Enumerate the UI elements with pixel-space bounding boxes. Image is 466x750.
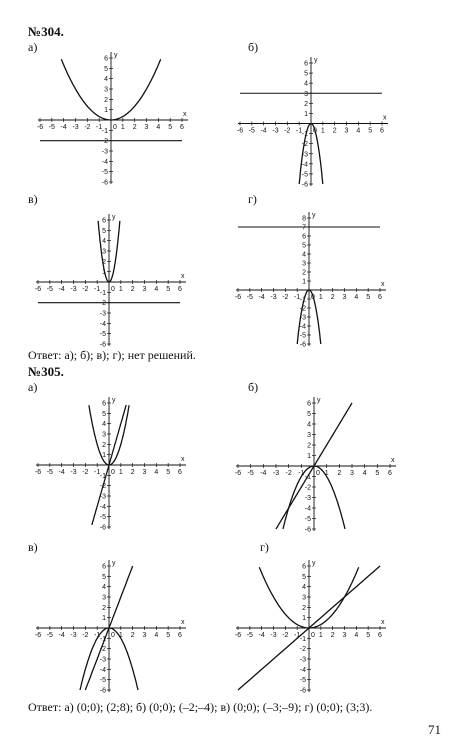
y-tick-label: 6 — [102, 217, 106, 225]
y-tick-label: 1 — [102, 452, 106, 460]
y-axis-label: y — [112, 214, 116, 221]
y-tick-label: 6 — [302, 233, 306, 241]
graph-305g — [232, 558, 392, 696]
y-axis-label: y — [112, 560, 116, 567]
y-tick-label: 2 — [102, 258, 106, 266]
x-tick-label: -1 — [94, 469, 101, 476]
y-tick-label: -6 — [99, 341, 106, 349]
x-tick-label: 1 — [120, 124, 125, 131]
y-tick-label: -3 — [299, 656, 306, 664]
x-tick-label: -1 — [296, 127, 303, 135]
y-tick-label: -2 — [99, 300, 106, 308]
y-tick-label: -4 — [101, 158, 108, 166]
origin-label: 0 — [113, 124, 117, 131]
y-tick-label: -2 — [304, 484, 311, 492]
y-tick-label: 1 — [302, 278, 306, 286]
y-tick-label: 7 — [302, 224, 306, 232]
x-tick-label: -5 — [246, 294, 253, 301]
y-tick-label: 3 — [304, 90, 308, 98]
x-tick-label: -6 — [36, 124, 44, 131]
x-tick-label: 4 — [154, 632, 159, 639]
x-tick-label: 3 — [142, 469, 147, 476]
y-tick-label: -5 — [299, 677, 306, 685]
problem-305-label-b: б) — [248, 380, 259, 394]
x-tick-label: 6 — [178, 632, 182, 639]
x-tick-label: 4 — [154, 286, 159, 293]
y-tick-label: -5 — [101, 169, 108, 177]
x-tick-label: 6 — [378, 632, 382, 639]
y-tick-label: 1 — [102, 269, 106, 277]
x-tick-label: 3 — [144, 124, 149, 131]
x-tick-label: 4 — [156, 124, 161, 131]
y-tick-label: -2 — [99, 646, 106, 654]
x-tick-label: -4 — [58, 632, 65, 639]
y-tick-label: -3 — [301, 151, 308, 159]
problem-304-answer: Ответ: а); б); в); г); нет решений. — [28, 348, 196, 362]
x-tick-label: 2 — [130, 469, 135, 476]
x-tick-label: 3 — [142, 632, 147, 639]
problem-304-label-a: а) — [28, 40, 38, 54]
problem-304-label-v: в) — [28, 192, 38, 206]
x-tick-label: -5 — [46, 286, 53, 293]
x-tick-label: -1 — [94, 286, 101, 293]
x-tick-label: -1 — [298, 470, 305, 477]
problem-305-answer: Ответ: а) (0;0); (2;8); б) (0;0); (–2;–4); в) (0;0); (–3;–9); г) (0;0); (3;3). — [28, 700, 373, 714]
origin-label: 0 — [311, 294, 315, 301]
origin-label: 0 — [311, 632, 315, 639]
x-tick-label: 1 — [324, 470, 329, 477]
y-tick-label: 5 — [102, 573, 106, 581]
y-tick-label: 4 — [302, 584, 306, 592]
x-tick-label: -6 — [34, 632, 42, 639]
y-tick-label: 3 — [102, 594, 106, 602]
y-tick-label: -6 — [99, 524, 106, 532]
y-axis-label: y — [114, 52, 118, 59]
x-tick-label: -2 — [82, 469, 89, 476]
page-number: 71 — [428, 722, 441, 737]
x-tick-label: 2 — [337, 470, 342, 477]
x-tick-label: 4 — [154, 469, 159, 476]
x-tick-label: -6 — [234, 294, 242, 301]
x-tick-label: -3 — [70, 286, 77, 293]
x-tick-label: 6 — [178, 286, 182, 293]
x-axis-label: x — [181, 456, 185, 463]
y-tick-label: 2 — [307, 442, 311, 450]
y-tick-label: -3 — [299, 314, 306, 322]
x-tick-label: 3 — [342, 294, 347, 301]
y-axis-label: y — [314, 57, 318, 64]
y-tick-label: 1 — [304, 110, 308, 118]
graph-304v — [32, 212, 192, 350]
y-tick-label: -4 — [99, 503, 106, 511]
y-tick-label: 2 — [302, 269, 306, 277]
x-tick-label: 5 — [366, 632, 371, 639]
x-tick-label: -1 — [294, 294, 301, 301]
x-tick-label: 3 — [350, 470, 354, 477]
y-tick-label: 6 — [304, 60, 308, 68]
x-tick-label: 3 — [344, 127, 349, 135]
x-tick-label: -5 — [246, 632, 253, 639]
y-tick-label: -6 — [99, 687, 106, 695]
x-tick-label: -4 — [258, 632, 265, 639]
x-tick-label: -3 — [270, 632, 277, 639]
x-tick-label: 3 — [142, 286, 147, 293]
y-tick-label: 2 — [102, 441, 106, 449]
problem-305-label-v: в) — [28, 540, 38, 554]
graph-305b — [232, 395, 402, 535]
x-tick-label: -2 — [285, 470, 292, 477]
y-tick-label: 2 — [104, 96, 108, 104]
x-tick-label: 1 — [318, 294, 323, 301]
x-tick-label: 2 — [130, 632, 135, 639]
y-tick-label: 6 — [104, 55, 108, 63]
graph-304b — [234, 55, 394, 190]
y-tick-label: 2 — [102, 604, 106, 612]
y-tick-label: -1 — [299, 635, 306, 643]
graph-305v — [32, 558, 192, 696]
y-tick-label: -4 — [99, 666, 106, 674]
y-tick-label: 4 — [104, 76, 108, 84]
y-tick-label: 5 — [302, 242, 306, 250]
x-tick-label: -3 — [272, 470, 280, 477]
y-tick-label: 6 — [302, 563, 306, 571]
y-tick-label: -6 — [299, 687, 306, 695]
x-tick-label: -3 — [70, 469, 77, 476]
x-tick-label: -5 — [247, 470, 254, 477]
x-tick-label: -6 — [34, 286, 42, 293]
x-tick-label: -5 — [48, 124, 55, 131]
x-tick-label: -5 — [46, 469, 53, 476]
y-tick-label: 6 — [307, 400, 311, 408]
x-tick-label: -1 — [94, 632, 101, 639]
y-axis-label: y — [312, 212, 316, 219]
x-tick-label: -4 — [260, 470, 267, 477]
y-tick-label: 6 — [102, 563, 106, 571]
x-tick-label: 4 — [362, 470, 367, 477]
y-tick-label: 1 — [102, 615, 106, 623]
y-tick-label: 3 — [104, 86, 108, 94]
problem-305-label-a: а) — [28, 380, 38, 394]
y-tick-label: 1 — [307, 453, 311, 460]
y-tick-label: -1 — [301, 131, 308, 139]
x-axis-label: x — [381, 281, 385, 288]
problem-304-label-g: г) — [248, 192, 257, 206]
y-tick-label: 5 — [102, 227, 106, 235]
x-tick-label: -6 — [236, 127, 244, 135]
y-tick-label: 3 — [302, 594, 306, 602]
x-tick-label: 6 — [380, 127, 384, 135]
y-tick-label: -3 — [101, 148, 108, 156]
problem-304-number: №304. — [28, 24, 64, 39]
y-tick-label: 1 — [104, 107, 108, 115]
y-tick-label: -5 — [99, 331, 106, 339]
y-tick-label: -2 — [101, 138, 108, 146]
x-tick-label: -2 — [84, 124, 91, 131]
y-tick-label: 4 — [304, 80, 308, 88]
x-tick-label: 2 — [330, 294, 335, 301]
problem-305-number: №305. — [28, 364, 64, 379]
x-tick-label: -6 — [34, 469, 42, 476]
x-tick-label: 1 — [118, 632, 123, 639]
y-tick-label: -1 — [99, 635, 106, 643]
x-tick-label: -3 — [270, 294, 277, 301]
y-tick-label: -2 — [99, 483, 106, 491]
x-tick-label: -5 — [248, 127, 255, 135]
y-tick-label: 3 — [102, 431, 106, 439]
y-tick-label: -5 — [99, 514, 106, 522]
x-tick-label: 5 — [375, 470, 380, 477]
y-tick-label: -5 — [99, 677, 106, 685]
origin-label: 0 — [316, 470, 320, 477]
x-tick-label: 5 — [166, 286, 171, 293]
x-tick-label: -1 — [294, 632, 301, 639]
graph-304g — [232, 210, 392, 350]
y-axis-label: y — [317, 397, 321, 404]
y-tick-label: 3 — [307, 432, 311, 439]
x-tick-label: 2 — [332, 127, 337, 135]
y-tick-label: 5 — [104, 65, 108, 73]
x-tick-label: 2 — [130, 286, 135, 293]
x-tick-label: -5 — [46, 632, 53, 639]
y-tick-label: 6 — [102, 400, 106, 408]
x-tick-label: 2 — [132, 124, 137, 131]
graph-304a — [34, 50, 194, 188]
y-tick-label: -4 — [304, 505, 311, 513]
x-tick-label: 5 — [166, 469, 171, 476]
y-tick-label: -1 — [304, 474, 311, 481]
y-tick-label: -6 — [101, 179, 108, 187]
y-tick-label: -5 — [304, 516, 311, 523]
y-tick-label: -5 — [301, 171, 308, 179]
x-tick-label: -2 — [282, 632, 289, 639]
origin-label: 0 — [313, 127, 317, 135]
y-tick-label: -3 — [304, 495, 311, 502]
y-tick-label: -3 — [99, 656, 106, 664]
y-tick-label: 3 — [102, 248, 106, 256]
y-tick-label: 8 — [302, 215, 306, 223]
x-tick-label: 1 — [118, 286, 123, 293]
x-tick-label: 2 — [330, 632, 335, 639]
y-tick-label: 5 — [304, 70, 308, 78]
y-tick-label: -6 — [299, 341, 306, 349]
x-tick-label: 6 — [180, 124, 184, 131]
y-tick-label: -1 — [99, 289, 106, 297]
y-tick-label: -3 — [99, 310, 106, 318]
y-tick-label: 4 — [102, 421, 106, 429]
x-tick-label: 4 — [354, 632, 359, 639]
origin-label: 0 — [111, 632, 115, 639]
y-tick-label: 5 — [102, 410, 106, 418]
x-tick-label: 1 — [318, 632, 323, 639]
x-tick-label: -4 — [58, 286, 65, 293]
y-tick-label: 4 — [102, 584, 106, 592]
x-tick-label: -4 — [60, 124, 67, 131]
x-tick-label: 3 — [342, 632, 347, 639]
y-axis-label: y — [112, 397, 116, 404]
x-tick-label: 5 — [366, 294, 371, 301]
x-tick-label: -4 — [258, 294, 265, 301]
x-axis-label: x — [391, 457, 395, 464]
y-tick-label: 5 — [302, 573, 306, 581]
y-tick-label: -4 — [299, 666, 306, 674]
x-tick-label: -2 — [82, 632, 89, 639]
problem-304-label-b: б) — [248, 40, 259, 54]
y-tick-label: -1 — [99, 472, 106, 480]
y-tick-label: 4 — [302, 251, 306, 259]
x-tick-label: 4 — [356, 127, 361, 135]
x-tick-label: -4 — [58, 469, 65, 476]
x-tick-label: -2 — [82, 286, 89, 293]
x-axis-label: x — [181, 273, 185, 280]
x-tick-label: -4 — [260, 127, 267, 135]
y-tick-label: 4 — [307, 421, 311, 429]
x-tick-label: 6 — [378, 294, 382, 301]
y-tick-label: 2 — [304, 100, 308, 108]
x-axis-label: x — [181, 619, 185, 626]
x-axis-label: x — [383, 114, 387, 122]
origin-label: 0 — [111, 469, 115, 476]
y-tick-label: -6 — [301, 181, 308, 189]
x-tick-label: -3 — [272, 127, 279, 135]
x-tick-label: -2 — [282, 294, 289, 301]
y-tick-label: -1 — [299, 296, 306, 304]
y-tick-label: -2 — [299, 305, 306, 313]
y-tick-label: 3 — [302, 260, 306, 268]
y-tick-label: 5 — [307, 411, 311, 418]
x-tick-label: -1 — [96, 124, 103, 131]
origin-label: 0 — [111, 286, 115, 293]
x-tick-label: 1 — [320, 127, 325, 135]
y-tick-label: -4 — [299, 323, 306, 331]
x-tick-label: 6 — [178, 469, 182, 476]
x-axis-label: x — [381, 619, 385, 626]
x-tick-label: 5 — [166, 632, 171, 639]
y-tick-label: -3 — [99, 493, 106, 501]
y-axis-label: y — [312, 560, 316, 567]
y-tick-label: -4 — [99, 320, 106, 328]
y-tick-label: -4 — [301, 161, 308, 169]
x-tick-label: -2 — [284, 127, 291, 135]
x-tick-label: 5 — [368, 127, 373, 135]
y-tick-label: 2 — [302, 604, 306, 612]
y-tick-label: -5 — [299, 332, 306, 340]
y-tick-label: 1 — [302, 615, 306, 623]
x-tick-label: -3 — [70, 632, 77, 639]
y-tick-label: -2 — [301, 141, 308, 149]
graph-305a — [32, 395, 192, 533]
x-tick-label: -3 — [72, 124, 79, 131]
problem-305-label-g: г) — [260, 540, 269, 554]
y-tick-label: -6 — [304, 526, 311, 534]
x-tick-label: 5 — [168, 124, 173, 131]
y-tick-label: -1 — [101, 127, 108, 135]
x-tick-label: 4 — [354, 294, 359, 301]
x-axis-label: x — [183, 111, 187, 118]
x-tick-label: -6 — [234, 470, 242, 477]
x-tick-label: -6 — [234, 632, 242, 639]
y-tick-label: -2 — [299, 646, 306, 654]
y-tick-label: 4 — [102, 238, 106, 246]
x-tick-label: 6 — [388, 470, 392, 477]
x-tick-label: 1 — [118, 469, 123, 476]
